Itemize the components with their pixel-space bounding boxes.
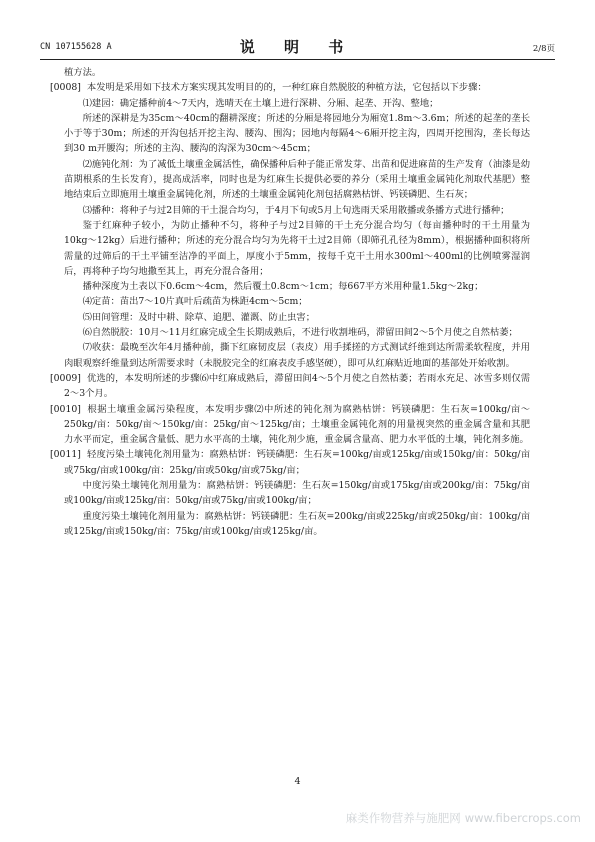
line-continuation: 植方法。 — [64, 67, 102, 78]
paragraph-text: 本发明是采用如下技术方案实现其发明目的的，一种红麻自然脱胶的种植方法，它包括以下步骤： — [86, 82, 487, 94]
paragraph-number: [0010] — [50, 403, 81, 415]
step-1: ⑴建园：确定播种前4～7天内，选晴天在土壤上进行深耕、分厢、起垄、开沟、整地； — [82, 97, 439, 109]
watermark-url: www.fibercrops.com — [464, 811, 581, 825]
paragraph-0010 — [50, 402, 530, 448]
step-1-detail: 所述的深耕是为35cm～40cm的翻耕深度；所述的分厢是将园地分为厢宽1.8m～3.6m；所述的起垄的垄长小于等于30m；所述的开沟包括开挖主沟、腰沟、围沟；园地内每隔4～6厢开挖主沟，四周开挖围沟，垄长每达到30 m开腰沟；所述的主沟、腰沟的沟深为30cm～45cm； — [64, 112, 530, 155]
step-2: ⑵施钝化剂：为了减低土壤重金属活性，确保播种后种子能正常发芽、出苗和促进麻苗的生产发育（油漆是幼苗期根系的生长发育），提高成活率，同时也是为红麻生长提供必要的养分（采用土壤重金属钝化剂取代基肥）整地结束后立即施用土壤重金属钝化剂，所述的土壤重金属钝化剂包括腐熟枯饼、钙镁磷肥、生石灰； — [64, 158, 530, 201]
document-title: 说 明 书 — [239, 38, 356, 56]
patent-number: CN 107155628 A — [40, 42, 112, 52]
watermark-text: 麻类作物营养与施肥网 — [345, 811, 461, 825]
page-number: 4 — [294, 776, 301, 787]
paragraph-0011 — [50, 447, 530, 478]
paragraph-number: [0011] — [50, 449, 81, 461]
step-3: ⑶播种：将种子与过2目筛的干土混合均匀，于4月下旬或5月上旬选雨天采用散播或条播方式进行播种； — [82, 204, 510, 216]
paragraph-text: 优选的，本发明所述的步骤⑹中红麻成熟后，滞留田间4～5个月使之自然枯萎；若雨水充足、冰雪多则仅需2～3个月。 — [64, 372, 530, 400]
paragraph-number: [0008] — [50, 82, 81, 94]
paragraph-0008 — [50, 80, 530, 95]
heavy-pollution: 重度污染土壤钝化剂用量为：腐熟枯饼：钙镁磷肥：生石灰=200kg/亩或225kg/亩或250kg/亩：100kg/亩或125kg/亩或150kg/亩：75kg/亩或100kg/亩或125kg/亩。 — [64, 510, 530, 537]
document-body — [50, 65, 530, 539]
moderate-pollution: 中度污染土壤钝化剂用量为：腐熟枯饼：钙镁磷肥：生石灰=150kg/亩或175kg/亩或200kg/亩：75kg/亩或100kg/亩或125kg/亩：50kg/亩或75kg/亩或100kg/亩； — [64, 480, 530, 507]
header-rule — [40, 59, 555, 60]
paragraph-text: 根据土壤重金属污染程度，本发明步骤⑵中所述的钝化剂为腐熟枯饼：钙镁磷肥：生石灰=100kg/亩～250kg/亩：50kg/亩～150kg/亩：25kg/亩～125kg/亩；土壤重金属钝化剂的用量视突然的重金属含量和其肥力水平而定，重金属含量低、肥力水平高的土壤，钝化剂少施，重金属含量高、肥力水平低的土壤，钝化剂多施。 — [64, 403, 530, 446]
paragraph-0009 — [50, 371, 530, 402]
step-3-detail: 鉴于红麻种子较小，为防止播种不匀，将种子与过2目筛的干土充分混合均匀（每亩播种时的干土用量为10kg～12kg）后进行播种；所述的充分混合均匀为先将干土过2目筛（即筛孔孔径为8mm），根据播种面积将所需量的过筛后的干土平铺至洁净的平面上，厚度小于5mm，按每千克干土用水300ml～400ml的比例喷雾湿润后，再将种子均匀地撒至其上，再充分混合备用； — [64, 219, 530, 277]
page-counter: 2/8页 — [532, 44, 555, 54]
step-5: ⑸田间管理：及时中耕、除草、追肥、灌溉、防止虫害； — [82, 311, 316, 323]
page-header — [40, 34, 555, 58]
step-7: ⑺收获：最晚至次年4月播种前，撕下红麻韧皮层（表皮）用手揉搓的方式测试纤维到达所需柔软程度，并用肉眼观察纤维量到达所需要求时（未脱胶完全的红麻表皮手感坚硬），即可从红麻贴近地面的基部处开始收割。 — [64, 342, 530, 369]
watermark — [346, 810, 581, 826]
step-3-depth: 播种深度为土表以下0.6cm～4cm，然后覆土0.8cm～1cm；每667平方米用种量1.5kg～2kg； — [82, 281, 484, 293]
step-4: ⑷定苗：苗出7～10片真叶后疏苗为株距4cm～5cm； — [82, 296, 308, 308]
paragraph-text: 轻度污染土壤钝化剂用量为：腐熟枯饼：钙镁磷肥：生石灰=100kg/亩或125kg/亩或150kg/亩：50kg/亩或75kg/亩或100kg/亩：25kg/亩或50kg/亩或75kg/亩； — [64, 449, 530, 476]
paragraph-number: [0009] — [50, 372, 81, 384]
step-6: ⑹自然脱胶：10月～11月红麻完成全生长期成熟后，不进行收割堆码，滞留田间2～5个月使之自然枯萎； — [82, 327, 518, 339]
